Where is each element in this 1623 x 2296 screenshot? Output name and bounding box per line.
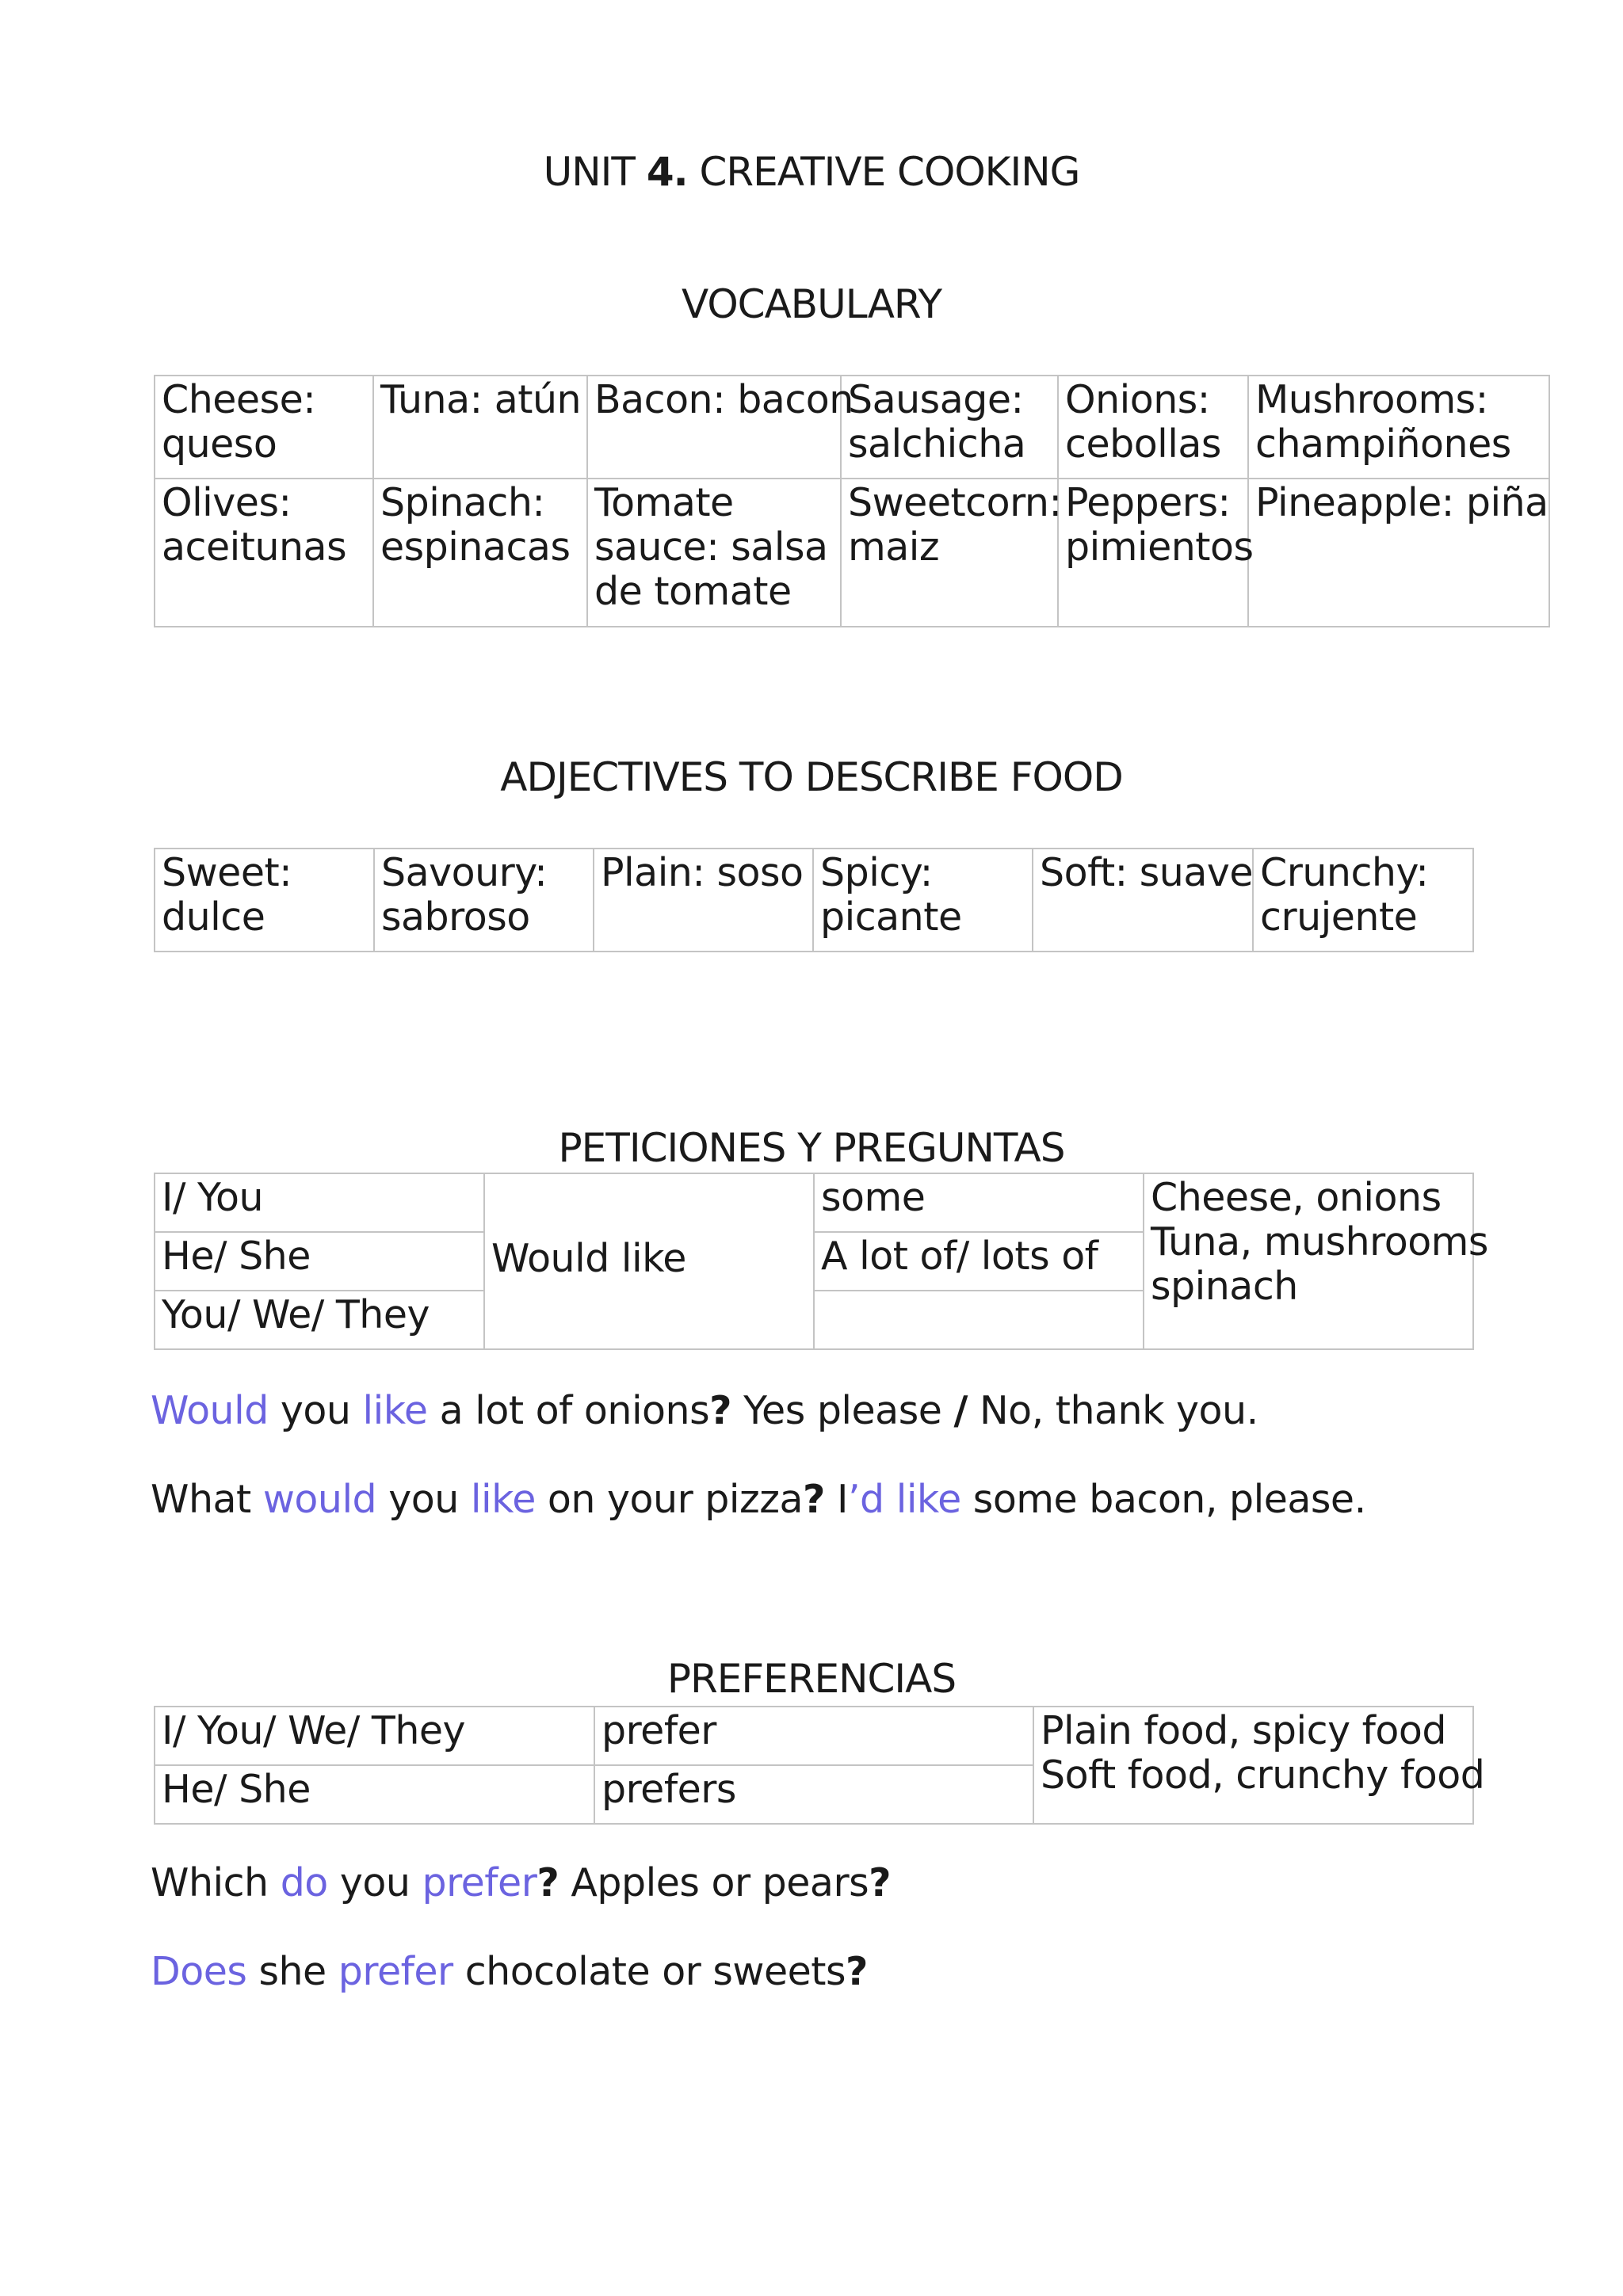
text-line: you xyxy=(268,1388,363,1433)
text-line: Would like xyxy=(491,1236,686,1281)
vocabulary-row xyxy=(155,376,1549,479)
vocab-cell xyxy=(841,479,1062,627)
text-line: Tuna, mushrooms xyxy=(1151,1219,1488,1264)
preferencias-row xyxy=(155,1707,1473,1765)
example-sentence-3 xyxy=(151,1860,891,1905)
text-line: you xyxy=(376,1477,471,1522)
text-line: spinach xyxy=(1151,1264,1298,1309)
quantifier-cell xyxy=(814,1173,1144,1232)
text-line: she xyxy=(246,1949,338,1994)
unit-title-suffix: CREATIVE COOKING xyxy=(687,149,1080,195)
text-line: queso xyxy=(162,421,277,467)
vocabulary-table xyxy=(154,375,1550,627)
vocab-cell xyxy=(373,376,587,479)
example-sentence-2 xyxy=(151,1477,1366,1522)
adjectives-table xyxy=(154,848,1474,952)
subject-cell xyxy=(155,1707,594,1765)
text-line: Soft: suave xyxy=(1040,850,1254,895)
vocab-cell xyxy=(373,479,587,627)
vocab-cell xyxy=(841,376,1058,479)
unit-title-prefix: UNIT xyxy=(543,149,647,195)
text-line: Cheese, onions xyxy=(1151,1175,1442,1220)
text-line: like xyxy=(470,1477,536,1522)
text-line: Mushrooms: xyxy=(1255,377,1488,422)
text-line: salchicha xyxy=(848,421,1026,467)
text-line: I/ You/ We/ They xyxy=(162,1708,466,1753)
text-line: ? xyxy=(709,1388,732,1433)
adjective-cell xyxy=(374,849,594,952)
adjective-cell xyxy=(1033,849,1253,952)
text-line: Savoury: xyxy=(381,850,548,895)
verb-cell xyxy=(594,1765,1033,1824)
adjective-cell xyxy=(594,849,813,952)
text-line: Which xyxy=(151,1860,281,1905)
text-line: You/ We/ They xyxy=(162,1292,430,1337)
text-line: champiñones xyxy=(1255,421,1511,467)
adjectives-row xyxy=(155,849,1473,952)
vocab-cell xyxy=(587,479,841,627)
text-line: Would xyxy=(151,1388,269,1433)
text-line: picante xyxy=(820,894,962,940)
text-line: aceitunas xyxy=(162,524,347,570)
text-line: ? xyxy=(537,1860,559,1905)
peticiones-table xyxy=(154,1173,1488,1350)
text-line: Sweetcorn: xyxy=(848,480,1062,525)
text-line: Tuna: atún xyxy=(380,377,582,422)
verb-cell xyxy=(484,1173,814,1349)
subject-cell xyxy=(155,1291,484,1349)
text-line: pimientos xyxy=(1065,524,1254,570)
text-line: a lot of onions xyxy=(427,1388,710,1433)
text-line: Sausage: xyxy=(848,377,1024,422)
text-line: Bacon: bacon xyxy=(594,377,854,422)
text-line: some bacon, please. xyxy=(960,1477,1366,1522)
vocab-cell xyxy=(1058,479,1254,627)
text-line: Plain food, spicy food xyxy=(1041,1708,1446,1753)
text-line: crujente xyxy=(1260,894,1418,940)
text-line: dulce xyxy=(162,894,265,940)
vocab-cell xyxy=(587,376,854,479)
text-line: ’d like xyxy=(847,1477,961,1522)
unit-number: 4. xyxy=(646,149,688,195)
text-line: Pineapple: piña xyxy=(1255,480,1549,525)
text-line: would xyxy=(262,1477,377,1522)
text-line: espinacas xyxy=(380,524,571,570)
peticiones-row xyxy=(155,1173,1473,1232)
text-line: I xyxy=(824,1477,848,1522)
preferencias-table xyxy=(154,1706,1485,1825)
text-line: Olives: xyxy=(162,480,292,525)
adjective-cell xyxy=(813,849,1033,952)
text-line: A lot of/ lots of xyxy=(821,1234,1098,1279)
subject-cell xyxy=(155,1232,484,1291)
text-line: maiz xyxy=(848,524,940,570)
text-line: prefer xyxy=(422,1860,537,1905)
subject-cell xyxy=(155,1765,594,1824)
unit-title xyxy=(0,149,1623,195)
text-line: some xyxy=(821,1175,926,1220)
text-line: Plain: soso xyxy=(601,850,804,895)
adjective-cell xyxy=(155,849,374,952)
text-line: prefer xyxy=(601,1708,716,1753)
vocabulary-heading: VOCABULARY xyxy=(682,281,941,327)
text-line: sabroso xyxy=(381,894,530,940)
food-cell xyxy=(1033,1707,1485,1824)
adjective-cell xyxy=(1253,849,1473,952)
subject-cell xyxy=(155,1173,484,1232)
text-line: do xyxy=(280,1860,328,1905)
text-line: prefers xyxy=(601,1767,736,1812)
text-line: de tomate xyxy=(594,569,792,614)
text-line: cebollas xyxy=(1065,421,1221,467)
vocab-cell xyxy=(1248,479,1549,627)
text-line: Apples or pears xyxy=(559,1860,869,1905)
text-line: you xyxy=(327,1860,422,1905)
quantifier-cell xyxy=(814,1291,1144,1349)
text-line: like xyxy=(362,1388,428,1433)
example-sentence-1 xyxy=(151,1388,1258,1433)
quantifier-cell xyxy=(814,1232,1144,1291)
text-line: I/ You xyxy=(162,1175,263,1220)
text-line: Crunchy: xyxy=(1260,850,1429,895)
adjectives-heading: ADJECTIVES TO DESCRIBE FOOD xyxy=(500,754,1123,800)
text-line: Soft food, crunchy food xyxy=(1041,1753,1485,1798)
vocab-cell xyxy=(155,479,373,627)
peticiones-heading: PETICIONES Y PREGUNTAS xyxy=(558,1125,1065,1171)
text-line: Spicy: xyxy=(820,850,933,895)
text-line: Does xyxy=(151,1949,247,1994)
text-line: Yes please xyxy=(731,1388,954,1433)
text-line: ? xyxy=(846,1949,868,1994)
preferencias-heading: PREFERENCIAS xyxy=(666,1656,957,1702)
text-line: / xyxy=(953,1388,968,1433)
text-line: ? xyxy=(802,1477,825,1522)
vocabulary-row xyxy=(155,479,1549,627)
text-line: What xyxy=(151,1477,263,1522)
text-line: No, thank you. xyxy=(967,1388,1258,1433)
text-line: Spinach: xyxy=(380,480,545,525)
text-line: Onions: xyxy=(1065,377,1210,422)
example-sentence-4 xyxy=(151,1949,868,1994)
text-line: chocolate or sweets xyxy=(453,1949,846,1994)
text-line: Sweet: xyxy=(162,850,292,895)
text-line: sauce: salsa xyxy=(594,524,828,570)
text-line: Tomate xyxy=(594,480,734,525)
text-line: Cheese: xyxy=(162,377,316,422)
text-line: prefer xyxy=(338,1949,453,1994)
vocab-cell xyxy=(155,376,373,479)
text-line: He/ She xyxy=(162,1767,311,1812)
text-line: on your pizza xyxy=(535,1477,803,1522)
vocab-cell xyxy=(1058,376,1248,479)
food-cell xyxy=(1144,1173,1488,1349)
vocab-cell xyxy=(1248,376,1549,479)
text-line: Peppers: xyxy=(1065,480,1231,525)
verb-cell xyxy=(594,1707,1033,1765)
text-line: He/ She xyxy=(162,1234,311,1279)
text-line: ? xyxy=(869,1860,892,1905)
